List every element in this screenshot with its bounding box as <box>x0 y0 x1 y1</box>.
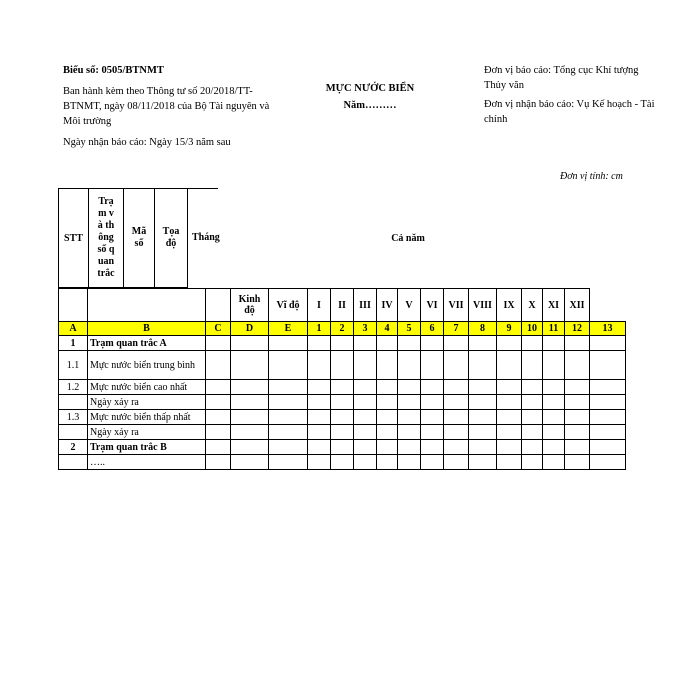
data-cell[interactable] <box>565 395 590 410</box>
data-cell[interactable] <box>421 410 444 425</box>
data-cell[interactable] <box>497 425 522 440</box>
letter-cell: C <box>206 322 231 336</box>
data-cell[interactable] <box>444 455 469 470</box>
report-year: Năm……… <box>343 100 397 111</box>
data-cell[interactable] <box>269 425 308 440</box>
data-cell[interactable] <box>269 380 308 395</box>
data-cell[interactable] <box>590 351 626 380</box>
table-row <box>59 351 626 380</box>
row-label: Trạm quan trắc B <box>88 440 206 455</box>
row-stt <box>59 395 88 410</box>
data-cell[interactable] <box>231 455 269 470</box>
data-cell[interactable] <box>565 336 590 351</box>
data-cell[interactable] <box>469 336 497 351</box>
table-row <box>59 440 626 455</box>
data-cell[interactable] <box>308 336 331 351</box>
letter-cell: 3 <box>354 322 377 336</box>
data-cell[interactable] <box>421 395 444 410</box>
letter-cell: 7 <box>444 322 469 336</box>
sub-header-month: II <box>331 289 354 322</box>
sub-header-month: VIII <box>469 289 497 322</box>
sub-header-longitude: Kinh độ <box>231 289 269 322</box>
data-cell[interactable] <box>331 425 354 440</box>
letter-cell: 1 <box>308 322 331 336</box>
header-left <box>63 63 273 150</box>
data-table <box>58 288 626 470</box>
receive-date: Ngày nhận báo cáo: Ngày 15/3 năm sau <box>63 137 231 148</box>
data-cell[interactable] <box>354 336 377 351</box>
data-cell[interactable] <box>231 395 269 410</box>
data-cell[interactable] <box>206 410 231 425</box>
data-cell[interactable] <box>354 351 377 380</box>
data-cell[interactable] <box>565 440 590 455</box>
table-row <box>59 410 626 425</box>
sub-header-cell <box>88 289 206 322</box>
data-cell[interactable] <box>231 380 269 395</box>
data-cell[interactable] <box>308 380 331 395</box>
row-label: Ngày xảy ra <box>88 395 206 410</box>
data-cell[interactable] <box>590 336 626 351</box>
unit-note: Đơn vị tính: cm <box>560 171 623 182</box>
header-month: Tháng <box>188 189 219 288</box>
row-label: ….. <box>88 455 206 470</box>
data-cell[interactable] <box>331 351 354 380</box>
table-row <box>59 455 626 470</box>
data-cell[interactable] <box>497 410 522 425</box>
data-cell[interactable] <box>308 395 331 410</box>
data-cell[interactable] <box>522 425 543 440</box>
data-cell[interactable] <box>421 351 444 380</box>
data-cell[interactable] <box>308 351 331 380</box>
data-cell[interactable] <box>444 351 469 380</box>
sub-header-month: IV <box>377 289 398 322</box>
data-cell[interactable] <box>269 395 308 410</box>
data-cell[interactable] <box>543 440 565 455</box>
data-cell[interactable] <box>354 380 377 395</box>
table-header-top <box>58 188 598 288</box>
data-cell[interactable] <box>269 336 308 351</box>
data-cell[interactable] <box>354 440 377 455</box>
data-cell[interactable] <box>590 425 626 440</box>
data-cell[interactable] <box>444 380 469 395</box>
data-cell[interactable] <box>522 455 543 470</box>
data-rows <box>59 336 626 470</box>
letter-row <box>59 322 626 336</box>
sub-header-blank <box>590 289 626 322</box>
table-row <box>59 395 626 410</box>
sub-header-cell <box>206 289 231 322</box>
data-cell[interactable] <box>469 440 497 455</box>
data-cell[interactable] <box>354 395 377 410</box>
data-cell[interactable] <box>497 351 522 380</box>
table-row <box>59 336 626 351</box>
data-cell[interactable] <box>269 440 308 455</box>
data-cell[interactable] <box>522 380 543 395</box>
data-cell[interactable] <box>377 440 398 455</box>
data-cell[interactable] <box>331 380 354 395</box>
letter-cell: A <box>59 322 88 336</box>
data-cell[interactable] <box>206 440 231 455</box>
data-cell[interactable] <box>497 455 522 470</box>
letter-cell: 4 <box>377 322 398 336</box>
data-cell[interactable] <box>206 351 231 380</box>
data-cell[interactable] <box>543 425 565 440</box>
data-cell[interactable] <box>469 395 497 410</box>
letter-cell: 2 <box>331 322 354 336</box>
data-cell[interactable] <box>398 336 421 351</box>
letter-cell: 5 <box>398 322 421 336</box>
data-cell[interactable] <box>565 410 590 425</box>
data-cell[interactable] <box>590 395 626 410</box>
sub-header-month: VI <box>421 289 444 322</box>
data-cell[interactable] <box>231 440 269 455</box>
data-cell[interactable] <box>398 455 421 470</box>
data-cell[interactable] <box>231 425 269 440</box>
data-cell[interactable] <box>206 425 231 440</box>
data-cell[interactable] <box>469 425 497 440</box>
receiving-unit: Đơn vị nhận báo cáo: Vụ Kế hoạch - Tài chính <box>484 99 655 125</box>
data-cell[interactable] <box>565 425 590 440</box>
data-cell[interactable] <box>308 455 331 470</box>
data-cell[interactable] <box>398 425 421 440</box>
row-stt <box>59 455 88 470</box>
data-cell[interactable] <box>308 425 331 440</box>
data-cell[interactable] <box>522 440 543 455</box>
row-stt: 1.2 <box>59 380 88 395</box>
data-cell[interactable] <box>331 395 354 410</box>
header-right <box>484 63 659 127</box>
data-cell[interactable] <box>497 395 522 410</box>
data-cell[interactable] <box>308 410 331 425</box>
sub-header-month: III <box>354 289 377 322</box>
data-cell[interactable] <box>377 425 398 440</box>
data-cell[interactable] <box>421 336 444 351</box>
data-cell[interactable] <box>497 336 522 351</box>
header-year-total: Cả năm <box>391 232 425 244</box>
sub-header-row <box>59 289 626 322</box>
data-cell[interactable] <box>206 395 231 410</box>
row-label: Mực nước biển trung bình <box>88 351 206 380</box>
data-cell[interactable] <box>469 351 497 380</box>
data-cell[interactable] <box>497 380 522 395</box>
data-cell[interactable] <box>231 410 269 425</box>
legal-basis: Ban hành kèm theo Thông tư số 20/2018/TT-BTNMT, ngày 08/11/2018 của Bộ Tài nguyên và Môi trường <box>63 86 270 127</box>
row-label: Mực nước biển cao nhất <box>88 380 206 395</box>
row-stt: 2 <box>59 440 88 455</box>
header-coords: Tọa độ <box>155 189 188 288</box>
data-cell[interactable] <box>522 336 543 351</box>
data-cell[interactable] <box>565 380 590 395</box>
data-cell[interactable] <box>543 336 565 351</box>
data-cell[interactable] <box>377 336 398 351</box>
letter-cell: B <box>88 322 206 336</box>
data-cell[interactable] <box>377 380 398 395</box>
letter-cell: 10 <box>522 322 543 336</box>
data-cell[interactable] <box>444 336 469 351</box>
data-cell[interactable] <box>543 380 565 395</box>
header-station: Trạm và thông số quan trắc <box>89 189 124 288</box>
data-cell[interactable] <box>522 351 543 380</box>
data-cell[interactable] <box>444 440 469 455</box>
data-cell[interactable] <box>269 455 308 470</box>
sub-header-month: V <box>398 289 421 322</box>
data-cell[interactable] <box>231 336 269 351</box>
data-cell[interactable] <box>444 410 469 425</box>
table-row <box>59 425 626 440</box>
data-cell[interactable] <box>331 336 354 351</box>
row-stt: 1.3 <box>59 410 88 425</box>
data-cell[interactable] <box>421 440 444 455</box>
data-cell[interactable] <box>354 425 377 440</box>
data-cell[interactable] <box>543 455 565 470</box>
data-cell[interactable] <box>421 455 444 470</box>
data-cell[interactable] <box>543 395 565 410</box>
sub-header-cell <box>59 289 88 322</box>
data-cell[interactable] <box>308 440 331 455</box>
data-cell[interactable] <box>398 440 421 455</box>
data-cell[interactable] <box>398 410 421 425</box>
data-cell[interactable] <box>590 440 626 455</box>
sub-header-month: VII <box>444 289 469 322</box>
data-cell[interactable] <box>269 410 308 425</box>
sub-header-month: XI <box>543 289 565 322</box>
data-cell[interactable] <box>590 455 626 470</box>
data-cell[interactable] <box>590 380 626 395</box>
data-cell[interactable] <box>354 410 377 425</box>
data-cell[interactable] <box>543 410 565 425</box>
data-cell[interactable] <box>377 395 398 410</box>
data-cell[interactable] <box>206 455 231 470</box>
letter-cell: 12 <box>565 322 590 336</box>
sub-header-month: IX <box>497 289 522 322</box>
data-cell[interactable] <box>497 440 522 455</box>
data-cell[interactable] <box>231 351 269 380</box>
data-cell[interactable] <box>206 380 231 395</box>
letter-cell: D <box>231 322 269 336</box>
header-center <box>300 83 440 111</box>
sub-header-month: X <box>522 289 543 322</box>
sub-header-month: XII <box>565 289 590 322</box>
data-cell[interactable] <box>377 351 398 380</box>
report-title: MỰC NƯỚC BIỂN <box>325 83 415 94</box>
sub-header-month: I <box>308 289 331 322</box>
data-cell[interactable] <box>522 395 543 410</box>
data-cell[interactable] <box>398 351 421 380</box>
data-cell[interactable] <box>469 410 497 425</box>
data-cell[interactable] <box>543 351 565 380</box>
data-cell[interactable] <box>444 425 469 440</box>
data-cell[interactable] <box>565 351 590 380</box>
data-cell[interactable] <box>522 410 543 425</box>
data-cell[interactable] <box>590 410 626 425</box>
row-label: Mực nước biển thấp nhất <box>88 410 206 425</box>
data-cell[interactable] <box>444 395 469 410</box>
letter-cell: 6 <box>421 322 444 336</box>
data-cell[interactable] <box>206 336 231 351</box>
table-row <box>59 380 626 395</box>
sub-header-latitude: Vĩ độ <box>269 289 308 322</box>
row-stt: 1 <box>59 336 88 351</box>
form-code: Biểu số: 0505/BTNMT <box>63 65 164 76</box>
letter-cell: 11 <box>543 322 565 336</box>
row-stt <box>59 425 88 440</box>
letter-cell: E <box>269 322 308 336</box>
data-cell[interactable] <box>331 440 354 455</box>
reporting-unit: Đơn vị báo cáo: Tổng cục Khí tượng Thủy văn <box>484 65 639 91</box>
data-cell[interactable] <box>377 455 398 470</box>
data-cell[interactable] <box>331 455 354 470</box>
data-cell[interactable] <box>565 455 590 470</box>
letter-cell: 13 <box>590 322 626 336</box>
row-label: Trạm quan trắc A <box>88 336 206 351</box>
data-cell[interactable] <box>469 455 497 470</box>
header-code: Mã số <box>124 189 155 288</box>
data-cell[interactable] <box>469 380 497 395</box>
data-cell[interactable] <box>331 410 354 425</box>
data-cell[interactable] <box>377 410 398 425</box>
data-cell[interactable] <box>421 425 444 440</box>
row-label: Ngày xảy ra <box>88 425 206 440</box>
row-stt: 1.1 <box>59 351 88 380</box>
data-cell[interactable] <box>398 395 421 410</box>
header-stt: STT <box>59 189 89 288</box>
data-cell[interactable] <box>269 351 308 380</box>
data-cell[interactable] <box>354 455 377 470</box>
data-cell[interactable] <box>421 380 444 395</box>
letter-cell: 8 <box>469 322 497 336</box>
data-cell[interactable] <box>398 380 421 395</box>
letter-cell: 9 <box>497 322 522 336</box>
